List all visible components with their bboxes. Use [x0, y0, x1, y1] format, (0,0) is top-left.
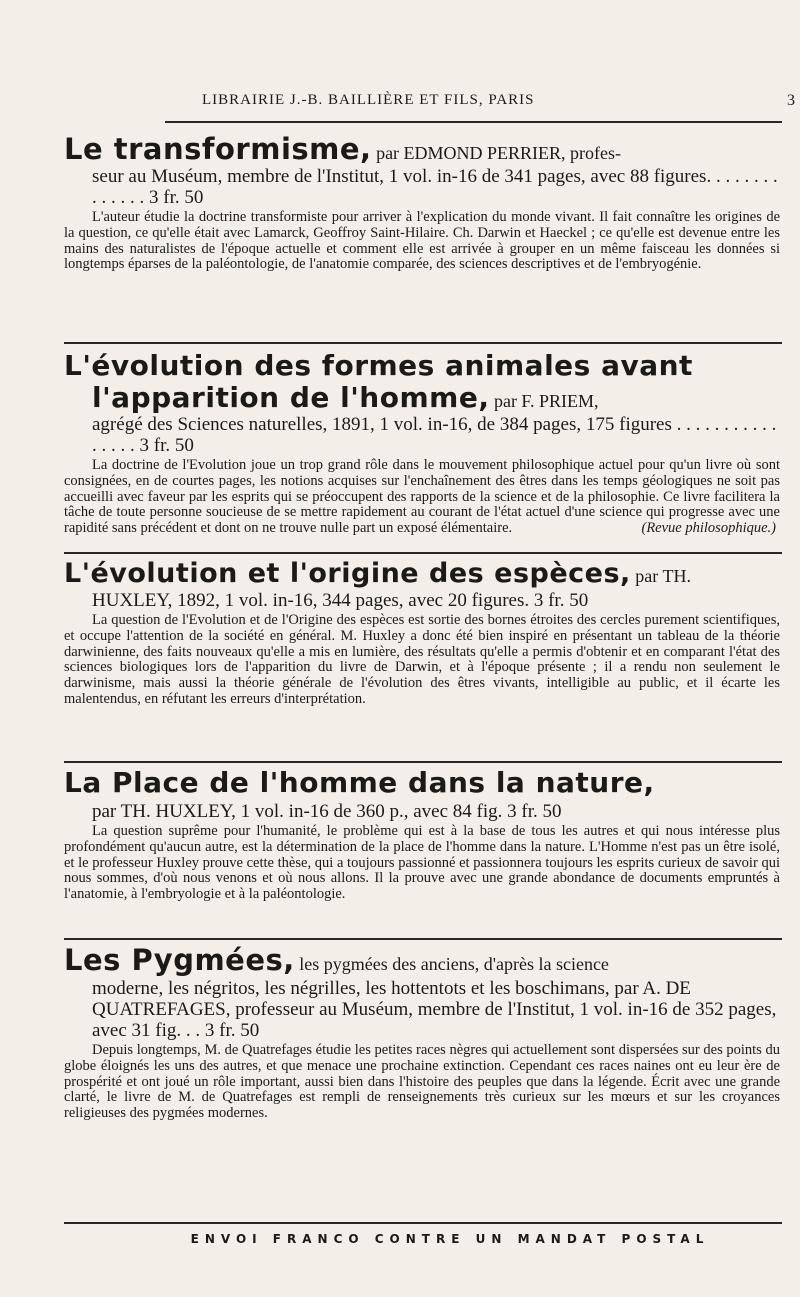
publisher-title: LIBRAIRIE J.-B. BAILLIÈRE ET FILS, PARIS [202, 92, 535, 108]
book-title-continued [64, 381, 780, 414]
book-entry-pygmees [64, 943, 780, 1122]
book-author: par TH. [630, 566, 691, 586]
header-rule [165, 121, 782, 123]
footer-rule [64, 1222, 782, 1224]
book-meta: moderne, les négritos, les négrilles, les hottentots et les boschimans, par A. DE QUATREFAGES, professeur au Muséum, membre de l'Institut, 1 vol. in-16 de 352 pages, avec 31 fig. . . 3 fr. 50 [92, 978, 777, 1041]
book-description [64, 458, 780, 537]
book-description: La question suprême pour l'humanité, le problème qui est à la base de tous les autres et qui nous intéresse plus profondément qu'aucun autre, est la détermination de la place de l'homme dans la nature. L'Homme n'est pas un être isolé, et le professeur Huxley prouve cette thèse, qui a toujours passionné et passionnera toujours les esprits curieux de savoir qui nous sommes, d'où nous venons et où nous allons. Il la prouve avec une grande abondance de documents empruntés à l'anatomie, à l'embryologie et à la paléontologie. [64, 823, 780, 903]
entry-rule [64, 342, 782, 344]
book-meta: par TH. HUXLEY, 1 vol. in-16 de 360 p., avec 84 fig. 3 fr. 50 [92, 801, 562, 822]
book-author: par F. PRIEM, [489, 391, 599, 411]
entry-rule [64, 761, 782, 763]
shipping-notice: ENVOI FRANCO CONTRE UN MANDAT POSTAL [190, 1232, 710, 1246]
book-description: La question de l'Evolution et de l'Origine des espèces est sortie des bornes étroites des cercles purement scientifiques, et occupe l'attention de la société en général. M. Huxley a donc été bien inspiré en présentant un tableau de la théorie darwinienne, des faits nouveaux qu'elle a mis en lumière, des résultats qu'elle a permis d'obtenir et en comparant l'état des sciences biologiques lors de l'apparition du livre de Darwin, et à l'époque présente ; il a rendu non seulement le darwinisme, mais aussi la théorie générale de l'évolution des êtres vivants, intelligible au public, et il écarte les malentendus, en réfutant les erreurs d'interprétation. [64, 612, 780, 707]
entry-rule [64, 938, 782, 940]
book-entry-evolution-especes [64, 560, 780, 708]
book-description: Depuis longtemps, M. de Quatrefages étudie les petites races nègres qui actuellement sont dispersées sur des points du globe éloignés les uns des autres, et que menace une prochaine extinction. Cependant ces races naines ont eu leur ère de prospérité et ont joué un rôle important, aussi bien dans l'histoire des peuples que dans la légende. Écrit avec une grande clarté, le livre de M. de Quatrefages est rempli de renseignements très curieux sur les mœurs et sur les croyances religieuses des pygmées modernes. [64, 1042, 780, 1122]
book-title [64, 560, 780, 587]
book-description-text: La doctrine de l'Evolution joue un trop grand rôle dans le mouvement philosophique actuel pour qu'un livre où sont consignées, en de courtes pages, les notions acquises sur l'enchaînement des êtres dans les temps géologiques ne soit pas accueilli avec faveur par les esprits qui se préoccupent des rapports de la science et de la philosophie. Ce livre facilitera la tâche de toute personne soucieuse de se mettre rapidement au courant de l'état actuel d'une science qui progresse avec une rapidité sans précédent et dont on ne trouve nulle part un exposé élémentaire. [64, 457, 780, 537]
book-meta: agrégé des Sciences naturelles, 1891, 1 vol. in-16, de 384 pages, 175 figures . . . . . . . . . . . . . . . . 3 fr. 50 [92, 414, 777, 456]
page-number: 3 [787, 92, 795, 109]
book-entry-transformisme [64, 132, 780, 273]
book-title: L'évolution des formes animales avant [64, 349, 693, 382]
book-meta: seur au Muséum, membre de l'Institut, 1 vol. in-16 de 341 pages, avec 88 figures. . . . . . . . . . . . . . 3 fr. 50 [92, 166, 778, 208]
book-author: les pygmées des anciens, d'après la science [294, 954, 609, 974]
book-entry-place-homme [64, 766, 780, 903]
book-title [64, 132, 780, 166]
book-title-text: Les Pygmées, [64, 943, 295, 977]
book-title [64, 943, 780, 977]
running-head [165, 92, 795, 116]
book-author: par EDMOND PERRIER, profes- [371, 143, 622, 163]
book-title-text: L'évolution et l'origine des espèces, [64, 558, 631, 589]
book-meta: HUXLEY, 1892, 1 vol. in-16, 344 pages, avec 20 figures. 3 fr. 50 [92, 590, 589, 611]
book-title-text: Le transformisme, [64, 132, 372, 166]
entry-rule [64, 552, 782, 554]
book-entry-evolution-formes [64, 349, 780, 537]
book-description: L'auteur étudie la doctrine transformiste pour arriver à l'explication du monde vivant. Il fait connaître les origines de la question, ce qu'elle était avec Lamarck, Geoffroy Saint-Hilaire. Ch. Darwin et Haeckel ; ce qu'elle est devenue entre les mains des naturalistes de l'époque actuelle et comment elle est arrivée à grouper en un même faisceau les données si longtemps éparses de la paléontologie, de l'anatomie comparée, des sciences descriptives et de l'embryogénie. [64, 209, 780, 273]
review-source: (Revue philosophique.) [641, 520, 776, 537]
book-title: La Place de l'homme dans la nature, [64, 766, 655, 799]
book-title-text: l'apparition de l'homme, [92, 381, 490, 414]
